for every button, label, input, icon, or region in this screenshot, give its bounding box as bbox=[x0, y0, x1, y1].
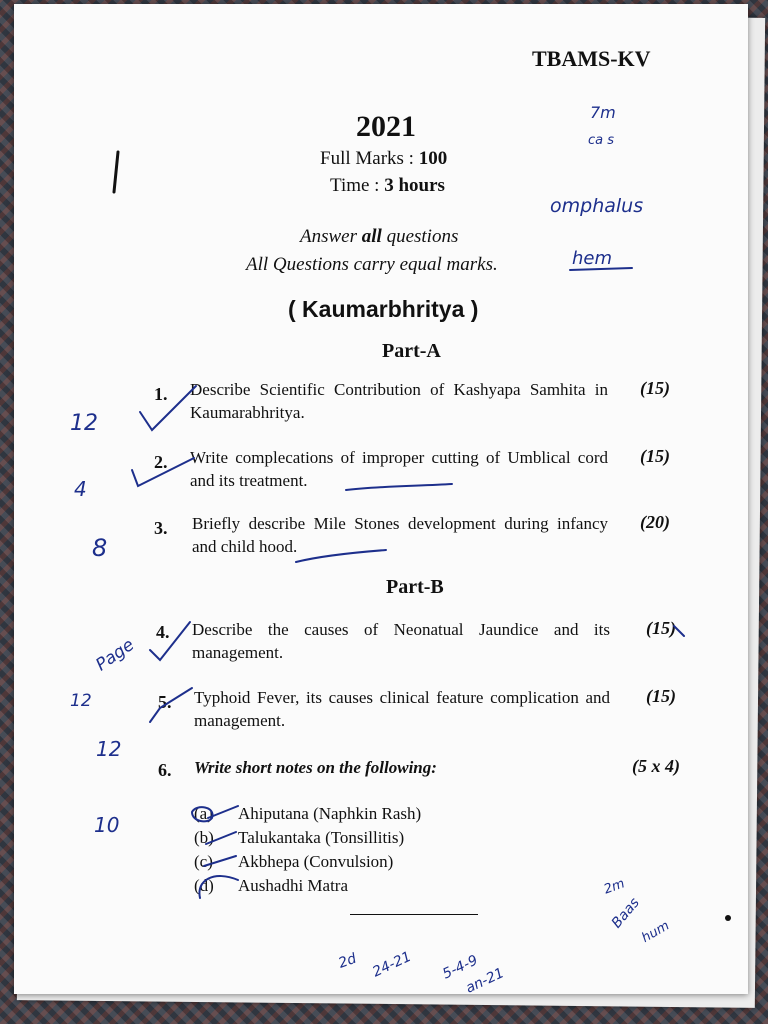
question-marks: (5 x 4) bbox=[632, 756, 680, 776]
question-number: 4. bbox=[156, 622, 170, 642]
question-number: 2. bbox=[154, 452, 168, 472]
question-number: 6. bbox=[158, 760, 172, 780]
question-text: Describe the causes of Neonatual Jaundice and its management. bbox=[192, 620, 610, 662]
note-bottom-4: an-21 bbox=[463, 965, 507, 997]
end-rule bbox=[350, 914, 478, 915]
note-top-right: 7m bbox=[590, 103, 616, 122]
short-note-text: Akbhepa (Convulsion) bbox=[238, 852, 394, 871]
full-marks bbox=[320, 148, 447, 170]
short-note-label: (b) bbox=[194, 828, 214, 847]
question-number: 5. bbox=[158, 692, 172, 712]
exam-time bbox=[330, 175, 445, 197]
short-note-text: Talukantaka (Tonsillitis) bbox=[238, 828, 405, 847]
question-text: Describe Scientific Contribution of Kashyapa Samhita in Kaumarabhritya. bbox=[190, 380, 608, 422]
full-marks-label: Full Marks : bbox=[320, 148, 419, 169]
instruction-text: Answer bbox=[300, 226, 362, 247]
question-marks: (15) bbox=[640, 378, 670, 398]
note-bottom-2: 24-21 bbox=[370, 948, 414, 981]
question-marks: (15) bbox=[646, 618, 676, 638]
mark-q2: 4 bbox=[74, 477, 87, 501]
instruction-equal-marks: All Questions carry equal marks. bbox=[246, 254, 498, 275]
note-omphalus: omphalus bbox=[550, 195, 644, 217]
note-top-right-2: ca s bbox=[588, 133, 615, 148]
short-note-text: Aushadhi Matra bbox=[238, 876, 349, 895]
mark-q4: Page bbox=[92, 634, 139, 676]
time-value: 3 hours bbox=[384, 175, 445, 196]
note-bottom-3: 5-4-9 bbox=[440, 952, 481, 983]
question-marks: (15) bbox=[646, 686, 676, 706]
time-label: Time : bbox=[330, 175, 385, 196]
instruction-text: questions bbox=[381, 226, 459, 247]
question-number: 3. bbox=[154, 518, 168, 538]
question-text: Briefly describe Mile Stones development during infancy and child hood. bbox=[192, 514, 608, 556]
mark-q5: 12 bbox=[70, 691, 92, 711]
mark-q1: 12 bbox=[70, 411, 98, 436]
subject-title: ( Kaumarbhritya ) bbox=[288, 296, 479, 322]
full-marks-value: 100 bbox=[418, 148, 448, 169]
short-note-text: Ahiputana (Naphkin Rash) bbox=[238, 804, 422, 823]
short-note-label: (c) bbox=[194, 852, 213, 871]
note-right-3: hum bbox=[639, 918, 673, 946]
paper-code: TBAMS-KV bbox=[532, 46, 651, 71]
mark-q5b: 12 bbox=[96, 737, 122, 761]
note-hem: hem bbox=[572, 248, 613, 269]
note-right-2: Baas bbox=[608, 894, 643, 932]
question-number: 1. bbox=[154, 384, 168, 404]
short-note-label: (d) bbox=[194, 876, 214, 895]
part-a-title: Part-A bbox=[382, 340, 441, 362]
instruction-answer-all bbox=[300, 226, 458, 248]
instruction-emphasis: all bbox=[361, 226, 382, 247]
part-b-title: Part-B bbox=[386, 576, 444, 598]
question-text: Write short notes on the following: bbox=[194, 758, 437, 777]
mark-q6: 10 bbox=[94, 813, 120, 837]
exam-year: 2021 bbox=[356, 110, 416, 143]
question-text: Typhoid Fever, its causes clinical feature complication and management. bbox=[194, 688, 610, 730]
question-text: Write complecations of improper cutting of Umblical cord and its treatment. bbox=[190, 448, 608, 490]
note-bottom-1: 2d bbox=[336, 950, 359, 972]
question-marks: (20) bbox=[640, 512, 670, 532]
mark-q3: 8 bbox=[92, 534, 108, 562]
note-right-1: 2m bbox=[601, 876, 627, 898]
short-note-label: (a) bbox=[194, 804, 213, 823]
question-marks: (15) bbox=[640, 446, 670, 466]
